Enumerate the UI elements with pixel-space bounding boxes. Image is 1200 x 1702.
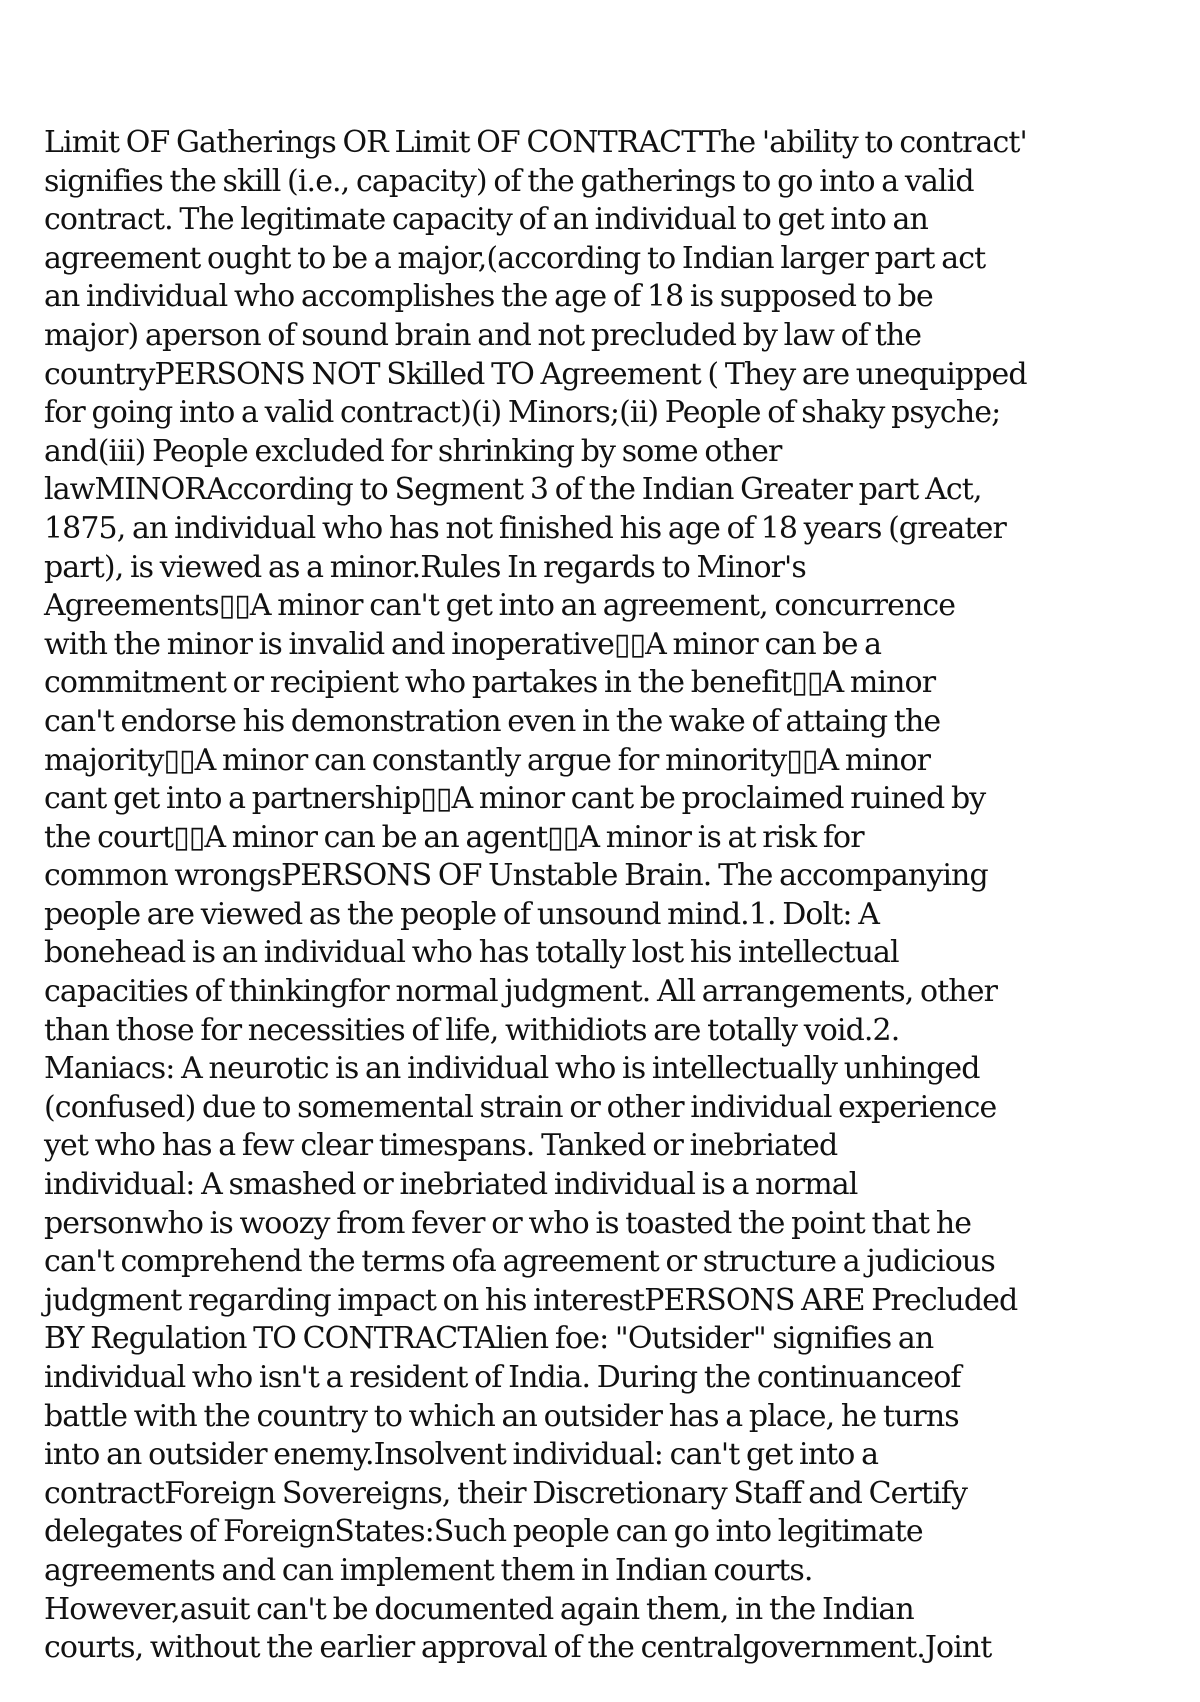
text-line: signifies the skill (i.e., capacity) of the gatherings to go into a valid — [44, 163, 974, 199]
text-line: than those for necessities of life, withidiots are totally void.2. — [44, 1012, 900, 1048]
text-line: Limit OF Gatherings OR Limit OF CONTRACTThe 'ability to contract' — [44, 125, 1027, 160]
text-line: major) aperson of sound brain and not precluded by law of the — [44, 317, 922, 353]
text-line: into an outsider enemy.Insolvent individual: can't get into a — [44, 1437, 879, 1473]
text-line: countryPERSONS NOT Skilled TO Agreement ( They are unequipped — [44, 356, 1027, 392]
text-line: delegates of ForeignStates:Such people can go into legitimate — [44, 1514, 923, 1550]
text-line: individual who isn't a resident of India. During the continuanceof — [44, 1360, 961, 1395]
text-line: an individual who accomplishes the age of 18 is supposed to be — [44, 279, 933, 315]
text-line: yet who has a few clear timespans. Tanked or inebriated — [44, 1128, 838, 1164]
text-line: Agreements▯▯A minor can't get into an agreement, concurrence — [44, 588, 956, 624]
text-line: part), is viewed as a minor.Rules In regards to Minor's — [44, 549, 806, 585]
text-line: (confused) due to somemental strain or other individual experience — [44, 1089, 997, 1125]
text-line: agreements and can implement them in Indian courts. — [44, 1552, 813, 1588]
text-line: with the minor is invalid and inoperative▯▯A minor can be a — [44, 626, 882, 662]
text-line: contractForeign Sovereigns, their Discretionary Staff and Certify — [44, 1475, 968, 1511]
text-line: cant get into a partnership▯▯A minor cant be proclaimed ruined by — [44, 781, 986, 817]
text-line: and(iii) People excluded for shrinking by some other — [44, 433, 782, 469]
text-line: can't endorse his demonstration even in the wake of attaing the — [44, 703, 941, 739]
text-line: However,asuit can't be documented again them, in the Indian — [44, 1591, 914, 1627]
text-line: 1875, an individual who has not finished his age of 18 years (greater — [44, 510, 1006, 546]
document-page — [44, 124, 1174, 1668]
text-line: commitment or recipient who partakes in the benefit▯▯A minor — [44, 665, 936, 701]
text-line: the court▯▯A minor can be an agent▯▯A minor is at risk for — [44, 819, 864, 855]
text-line: people are viewed as the people of unsound mind.1. Dolt: A — [44, 896, 880, 932]
text-line: can't comprehend the terms ofa agreement or structure a judicious — [44, 1244, 995, 1280]
text-line: contract. The legitimate capacity of an individual to get into an — [44, 202, 928, 238]
text-line: personwho is woozy from fever or who is toasted the point that he — [44, 1205, 972, 1241]
text-line: battle with the country to which an outsider has a place, he turns — [44, 1398, 959, 1434]
text-line: lawMINORAccording to Segment 3 of the Indian Greater part Act, — [44, 472, 982, 508]
text-line: capacities of thinkingfor normal judgment. All arrangements, other — [44, 974, 998, 1010]
text-line: courts, without the earlier approval of the centralgovernment.Joint — [44, 1630, 992, 1666]
text-line: judgment regarding impact on his interestPERSONS ARE Precluded — [44, 1282, 1018, 1318]
text-line: BY Regulation TO CONTRACTAlien foe: "Outsider" signifies an — [44, 1321, 934, 1357]
text-line: for going into a valid contract)(i) Minors;(ii) People of shaky psyche; — [44, 395, 1001, 431]
text-line: bonehead is an individual who has totally lost his intellectual — [44, 935, 899, 971]
text-line: majority▯▯A minor can constantly argue for minority▯▯A minor — [44, 742, 931, 778]
text-line: common wrongsPERSONS OF Unstable Brain. The accompanying — [44, 858, 988, 894]
text-line: individual: A smashed or inebriated individual is a normal — [44, 1167, 858, 1203]
text-line: Maniacs: A neurotic is an individual who is intellectually unhinged — [44, 1051, 980, 1087]
text-line: agreement ought to be a major,(according to Indian larger part act — [44, 240, 986, 276]
